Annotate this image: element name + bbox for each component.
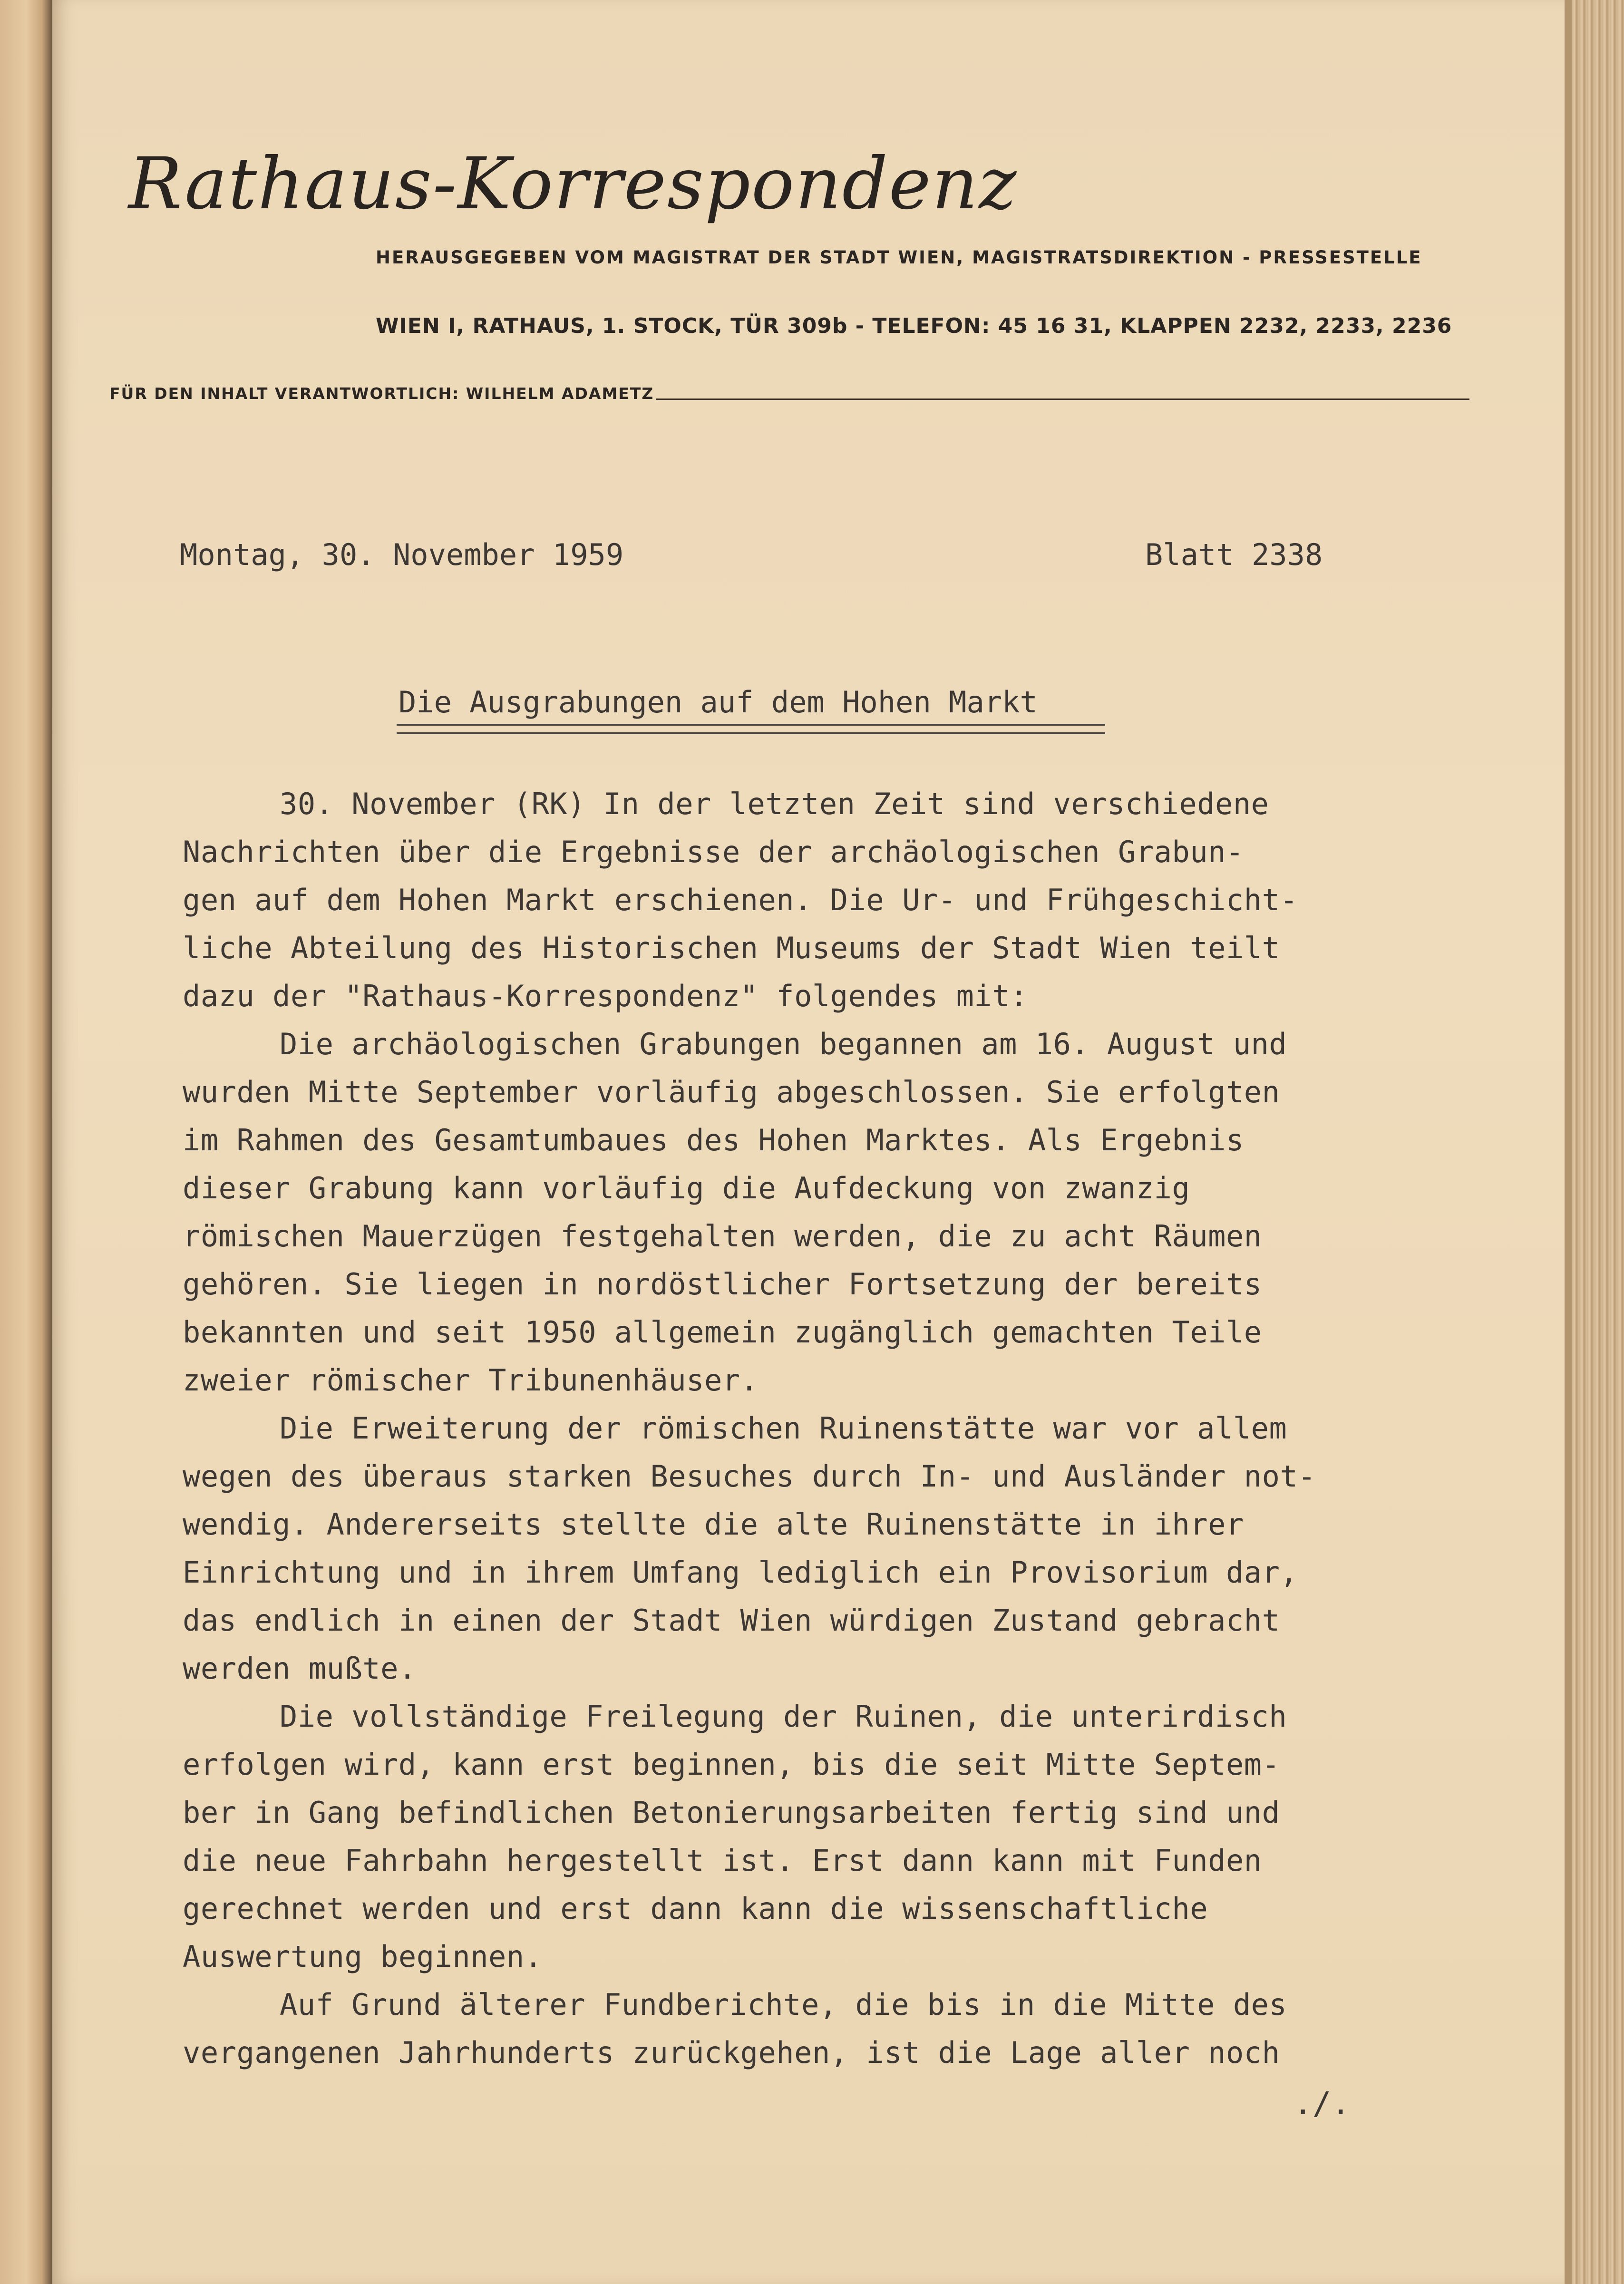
body-line: gen auf dem Hohen Markt erschienen. Die Ur- und Frühgeschicht- bbox=[183, 883, 1298, 917]
address-line: WIEN I, RATHAUS, 1. STOCK, TÜR 309b - TELEFON: 45 16 31, KLAPPEN 2232, 2233, 2236 bbox=[376, 314, 1452, 338]
body-line: werden mußte. bbox=[183, 1651, 417, 1686]
body-line: Die Erweiterung der römischen Ruinenstätte war vor allem bbox=[280, 1411, 1287, 1446]
body-line: vergangenen Jahrhunderts zurückgehen, ist die Lage aller noch bbox=[183, 2035, 1280, 2070]
dateline: Montag, 30. November 1959 bbox=[180, 537, 624, 572]
body-line: römischen Mauerzügen festgehalten werden, die zu acht Räumen bbox=[183, 1219, 1262, 1254]
body-line: gehören. Sie liegen in nordöstlicher Fortsetzung der bereits bbox=[183, 1267, 1262, 1302]
header-rule bbox=[656, 398, 1469, 400]
body-line: gerechnet werden und erst dann kann die wissenschaftliche bbox=[183, 1891, 1208, 1926]
body-line: Auf Grund älterer Fundberichte, die bis in die Mitte des bbox=[280, 1987, 1287, 2022]
continuation-mark: ./. bbox=[1293, 2085, 1351, 2122]
left-page-edge bbox=[0, 0, 52, 2284]
publisher-line: HERAUSGEGEBEN VOM MAGISTRAT DER STADT WIEN, MAGISTRATSDIREKTION - PRESSESTELLE bbox=[376, 247, 1422, 268]
body-line: erfolgen wird, kann erst beginnen, bis die seit Mitte Septem- bbox=[183, 1747, 1280, 1782]
article-headline: Die Ausgrabungen auf dem Hohen Markt bbox=[399, 685, 1038, 719]
body-line: ber in Gang befindlichen Betonierungsarbeiten fertig sind und bbox=[183, 1795, 1280, 1830]
body-line: Auswertung beginnen. bbox=[183, 1939, 543, 1974]
sheet-number: Blatt 2338 bbox=[1145, 537, 1323, 572]
page-stack-edges bbox=[1572, 0, 1624, 2284]
body-line: bekannten und seit 1950 allgemein zugänglich gemachten Teile bbox=[183, 1315, 1262, 1350]
body-line: wegen des überaus starken Besuches durch In- und Ausländer not- bbox=[183, 1459, 1316, 1494]
body-line: im Rahmen des Gesamtumbaues des Hohen Marktes. Als Ergebnis bbox=[183, 1123, 1244, 1157]
body-line: 30. November (RK) In der letzten Zeit sind verschiedene bbox=[280, 787, 1269, 821]
body-line: Nachrichten über die Ergebnisse der archäologischen Grabun- bbox=[183, 835, 1244, 869]
body-line: Die archäologischen Grabungen begannen am 16. August und bbox=[280, 1027, 1287, 1061]
body-line: die neue Fahrbahn hergestellt ist. Erst dann kann mit Funden bbox=[183, 1843, 1262, 1878]
body-line: wurden Mitte September vorläufig abgeschlossen. Sie erfolgten bbox=[183, 1075, 1280, 1109]
body-line: das endlich in einen der Stadt Wien würdigen Zustand gebracht bbox=[183, 1603, 1280, 1638]
article-body bbox=[183, 780, 1438, 2077]
headline-double-underline bbox=[397, 724, 1105, 734]
responsible-row bbox=[109, 384, 1469, 403]
body-line: wendig. Andererseits stellte die alte Ruinenstätte in ihrer bbox=[183, 1507, 1244, 1542]
masthead-title: Rathaus-Korrespondenz bbox=[128, 143, 1018, 225]
body-line: liche Abteilung des Historischen Museums der Stadt Wien teilt bbox=[183, 931, 1280, 965]
responsible-line: FÜR DEN INHALT VERANTWORTLICH: WILHELM ADAMETZ bbox=[109, 384, 654, 403]
body-line: dazu der "Rathaus-Korrespondenz" folgendes mit: bbox=[183, 979, 1028, 1013]
body-line: dieser Grabung kann vorläufig die Aufdeckung von zwanzig bbox=[183, 1171, 1190, 1205]
body-line: Einrichtung und in ihrem Umfang lediglich ein Provisorium dar, bbox=[183, 1555, 1298, 1590]
body-line: Die vollständige Freilegung der Ruinen, die unterirdisch bbox=[280, 1699, 1287, 1734]
body-line: zweier römischer Tribunenhäuser. bbox=[183, 1363, 759, 1398]
